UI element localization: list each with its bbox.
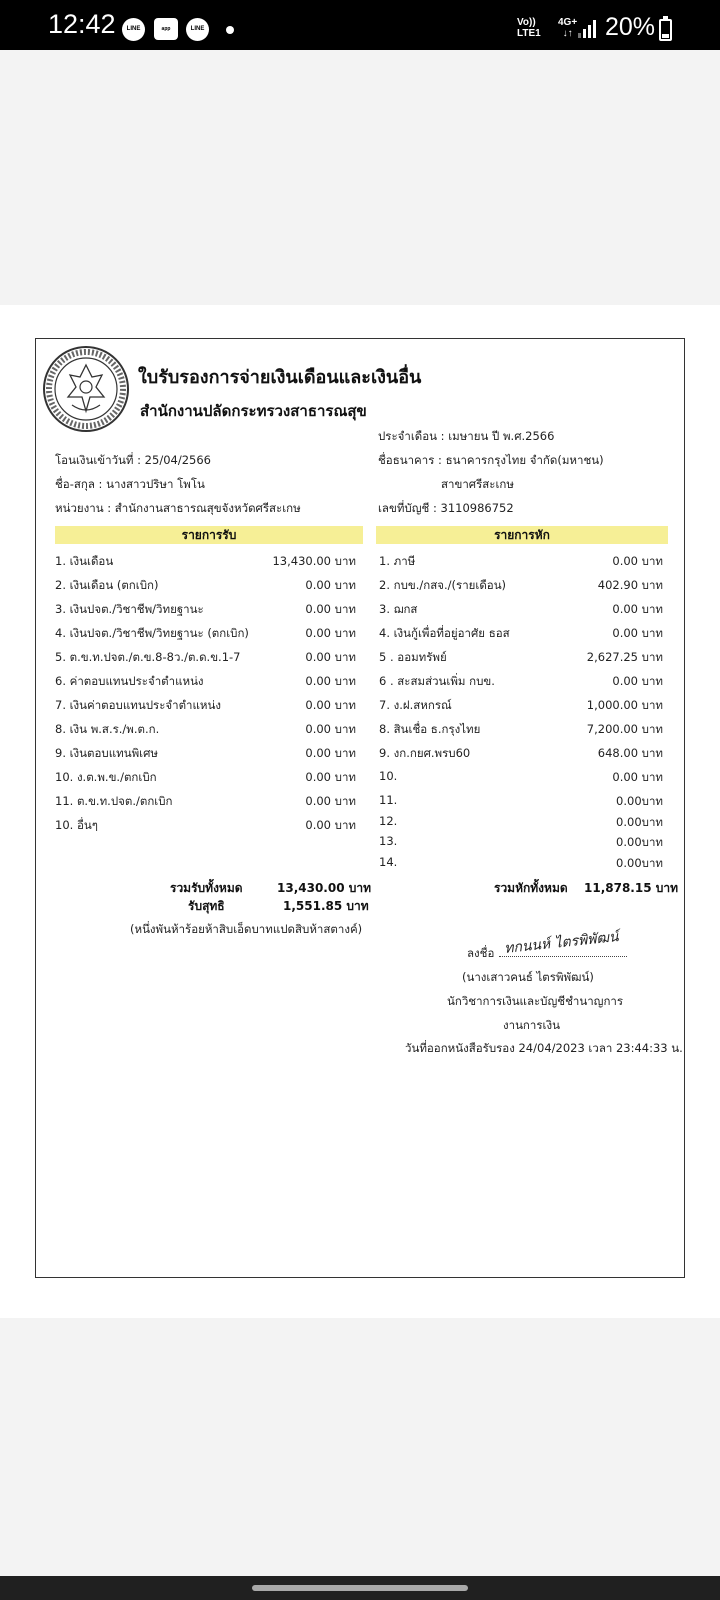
- document-title: ใบรับรองการจ่ายเงินเดือนและเงินอื่น: [138, 367, 422, 388]
- deduction-amount: 1,000.00 บาท: [586, 698, 663, 712]
- volte-label: Vo)): [517, 17, 536, 28]
- deduction-label: 1. ภาษี: [379, 554, 416, 568]
- more-notifications-dot-icon: [226, 26, 234, 34]
- income-row: [55, 769, 356, 789]
- income-row: [55, 577, 356, 597]
- income-label: 1. เงินเดือน: [55, 554, 114, 568]
- line-app-icon: LINE: [122, 18, 145, 41]
- income-amount: 0.00 บาท: [305, 578, 356, 592]
- income-row: [55, 817, 356, 837]
- deduction-label: 10.: [379, 769, 398, 783]
- deduction-amount: 0.00บาท: [616, 855, 663, 870]
- deduction-amount: 0.00 บาท: [612, 602, 663, 616]
- lte-label: LTE1: [517, 28, 541, 39]
- battery-icon: [659, 19, 672, 41]
- deduction-label: 13.: [379, 834, 398, 848]
- income-amount: 0.00 บาท: [305, 746, 356, 760]
- income-amount: 0.00 บาท: [305, 602, 356, 616]
- deduction-amount: 0.00บาท: [616, 794, 663, 808]
- net-pay-label: รับสุทธิ: [188, 899, 225, 913]
- deduction-label: 8. สินเชื่อ ธ.กรุงไทย: [379, 722, 481, 736]
- bank-name: ชื่อธนาคาร : ธนาคารกรุงไทย จำกัด(มหาชน): [378, 453, 604, 467]
- income-amount: 0.00 บาท: [305, 650, 356, 664]
- total-income-value: 13,430.00 บาท: [277, 881, 372, 895]
- income-row: [55, 721, 356, 741]
- network-indicator: [558, 17, 577, 39]
- deduction-row: [379, 553, 663, 573]
- deduction-row: [379, 814, 663, 834]
- deduction-amount: 2,627.25 บาท: [586, 650, 663, 664]
- income-label: 5. ต.ข.ท.ปจต./ต.ข.8-8ว./ต.ด.ข.1-7: [55, 650, 241, 664]
- income-header: รายการรับ: [55, 526, 363, 544]
- deduction-row: [379, 855, 663, 875]
- deduction-label: 6 . สะสมส่วนเพิ่ม กบข.: [379, 674, 495, 688]
- deduction-row: [379, 721, 663, 741]
- work-unit: หน่วยงาน : สำนักงานสาธารณสุขจังหวัดศรีสะเกษ: [55, 501, 301, 515]
- deduction-label: 12.: [379, 813, 398, 828]
- deduction-header: รายการหัก: [376, 526, 668, 544]
- income-row: [55, 793, 356, 813]
- battery-percent: 20%: [605, 13, 656, 41]
- transfer-date: โอนเงินเข้าวันที่ : 25/04/2566: [55, 453, 211, 467]
- deduction-label: 11.: [379, 793, 398, 807]
- signer-position: นักวิชาการเงินและบัญชีชำนาญการ: [447, 994, 624, 1008]
- deduction-row: [379, 793, 663, 813]
- income-label: 7. เงินค่าตอบแทนประจำตำแหน่ง: [55, 698, 221, 712]
- deduction-row: [379, 834, 663, 854]
- status-time: 12:42: [48, 9, 116, 39]
- net-pay-value: 1,551.85 บาท: [283, 899, 369, 913]
- bank-branch: สาขาศรีสะเกษ: [441, 477, 514, 491]
- signer-unit: งานการเงิน: [503, 1018, 560, 1032]
- data-arrows-icon: ↓↑: [562, 28, 573, 39]
- net-pay-words: (หนึ่งพันห้าร้อยห้าสิบเอ็ดบาทแปดสิบห้าสตางค์): [130, 922, 363, 936]
- deduction-label: 2. กบข./กสจ./(รายเดือน): [379, 578, 507, 592]
- deduction-row: [379, 649, 663, 669]
- document-subtitle: สำนักงานปลัดกระทรวงสาธารณสุข: [140, 402, 367, 420]
- total-deduction-label: รวมหักทั้งหมด: [494, 881, 568, 895]
- income-label: 6. ค่าตอบแทนประจำตำแหน่ง: [55, 674, 204, 688]
- income-label: 11. ต.ข.ท.ปจต./ตกเบิก: [55, 794, 173, 808]
- home-gesture-handle[interactable]: [252, 1585, 468, 1591]
- total-income-label: รวมรับทั้งหมด: [170, 881, 243, 895]
- deduction-label: 9. งก.กยศ.พรบ60: [379, 746, 471, 760]
- income-amount: 0.00 บาท: [305, 794, 356, 808]
- income-label: 9. เงินตอบแทนพิเศษ: [55, 746, 158, 760]
- income-label: 10. ง.ต.พ.ข./ตกเบิก: [55, 770, 157, 784]
- signer-name: (นางเสาวคนธ์ ไตรพิพัฒน์): [462, 970, 594, 984]
- deduction-amount: 0.00 บาท: [612, 554, 663, 568]
- deduction-amount: 0.00 บาท: [612, 770, 663, 784]
- income-row: [55, 745, 356, 765]
- income-row: [55, 673, 356, 693]
- deduction-amount: 0.00 บาท: [612, 626, 663, 640]
- navigation-bar: [0, 1576, 720, 1600]
- deduction-row: [379, 577, 663, 597]
- line-app-icon-2: LINE: [186, 18, 209, 41]
- ministry-seal-icon: [42, 345, 130, 433]
- deduction-label: 7. ง.ฝ.สหกรณ์: [379, 698, 452, 712]
- income-label: 10. อื่นๆ: [55, 818, 98, 832]
- deduction-row: [379, 697, 663, 717]
- signature: ทกนนห์ ไตรพิพัฒน์: [503, 929, 620, 957]
- income-row: [55, 697, 356, 717]
- account-number: เลขที่บัญชี : 3110986752: [378, 501, 514, 515]
- employee-name: ชื่อ-สกุล : นางสาวปริษา โพโน: [55, 477, 205, 491]
- deduction-row: [379, 601, 663, 621]
- deduction-row: [379, 769, 663, 789]
- deduction-label: 4. เงินกู้เพื่อที่อยู่อาศัย ธอส: [379, 626, 510, 640]
- volte-indicator: [517, 17, 541, 39]
- deduction-amount: 402.90 บาท: [597, 578, 663, 592]
- income-row: [55, 601, 356, 621]
- signal-strength-icon: [578, 20, 600, 38]
- income-label: 4. เงินปจต./วิชาชีพ/วิทยฐานะ (ตกเบิก): [55, 626, 249, 640]
- income-amount: 0.00 บาท: [305, 722, 356, 736]
- deduction-amount: 648.00 บาท: [597, 746, 663, 760]
- deduction-row: [379, 673, 663, 693]
- status-bar: [0, 0, 720, 50]
- deduction-label: 3. ฌกส: [379, 602, 418, 616]
- notification-app-icon: app: [154, 18, 178, 40]
- income-row: [55, 553, 356, 573]
- income-row: [55, 649, 356, 669]
- deduction-amount: 0.00บาท: [616, 814, 663, 829]
- income-amount: 0.00 บาท: [305, 818, 356, 832]
- deduction-amount: 0.00บาท: [616, 835, 663, 849]
- pay-period: ประจำเดือน : เมษายน ปี พ.ศ.2566: [378, 429, 555, 443]
- deduction-label: 14.: [379, 854, 398, 869]
- income-amount: 0.00 บาท: [305, 674, 356, 688]
- deduction-row: [379, 745, 663, 765]
- income-amount: 0.00 บาท: [305, 626, 356, 640]
- income-label: 2. เงินเดือน (ตกเบิก): [55, 578, 159, 592]
- total-deduction-value: 11,878.15 บาท: [584, 881, 679, 895]
- income-label: 3. เงินปจต./วิชาชีพ/วิทยฐานะ: [55, 602, 204, 616]
- income-row: [55, 625, 356, 645]
- income-amount: 13,430.00 บาท: [272, 554, 356, 568]
- income-label: 8. เงิน พ.ส.ร./พ.ต.ก.: [55, 722, 160, 736]
- deduction-row: [379, 625, 663, 645]
- income-amount: 0.00 บาท: [305, 698, 356, 712]
- deduction-amount: 7,200.00 บาท: [586, 722, 663, 736]
- deduction-amount: 0.00 บาท: [612, 674, 663, 688]
- network-type: 4G+: [558, 17, 578, 28]
- income-amount: 0.00 บาท: [305, 770, 356, 784]
- issue-datetime: วันที่ออกหนังสือรับรอง 24/04/2023 เวลา 23:44:33 น.: [405, 1041, 683, 1055]
- deduction-label: 5 . ออมทรัพย์: [379, 650, 447, 664]
- sign-prefix: ลงชื่อ: [467, 946, 495, 960]
